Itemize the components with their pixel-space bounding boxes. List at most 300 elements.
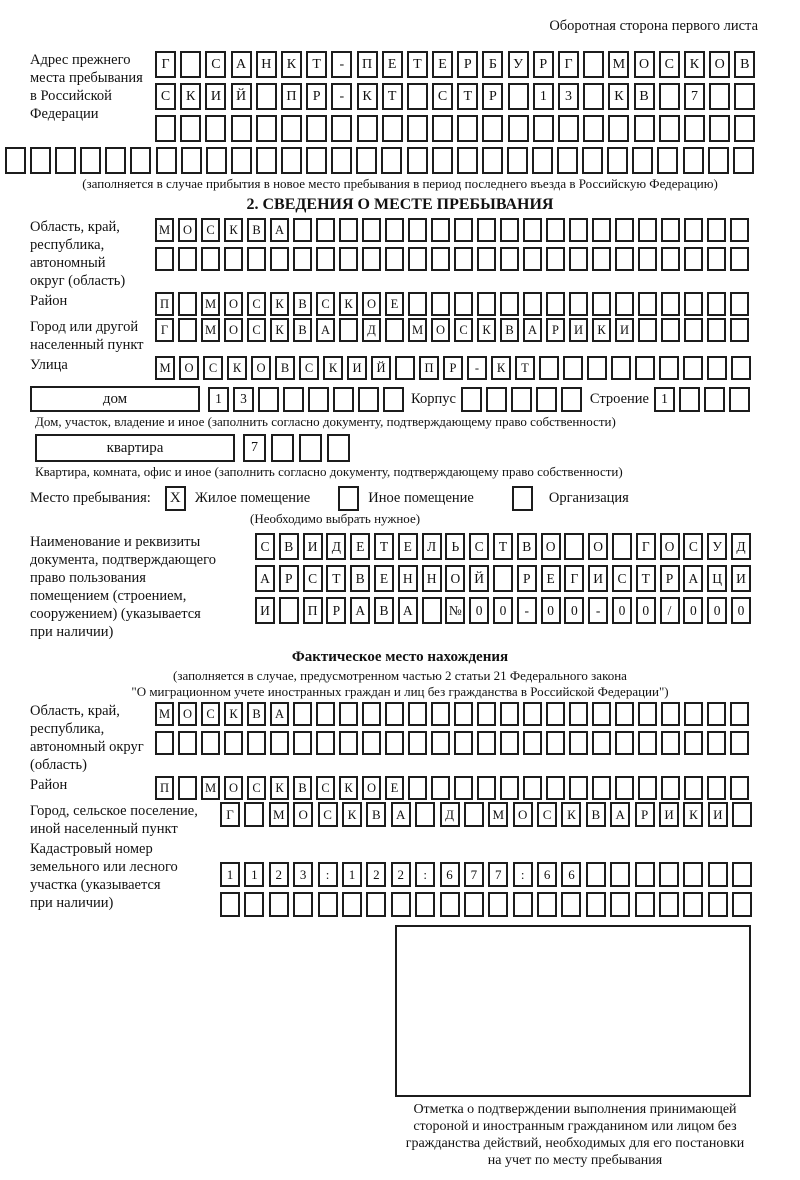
char-cell[interactable]: В [500,318,519,342]
char-cell[interactable] [511,387,532,412]
char-cell[interactable] [181,147,202,174]
char-cell[interactable] [730,318,749,342]
char-cell[interactable] [407,147,428,174]
char-cell[interactable] [431,776,450,800]
char-cell[interactable] [539,356,559,380]
char-cell[interactable] [583,115,604,142]
char-cell[interactable] [659,356,679,380]
char-cell[interactable] [415,892,435,917]
char-cell[interactable] [381,147,402,174]
char-cell[interactable]: С [247,292,266,316]
char-cell[interactable] [383,387,404,412]
char-cell[interactable] [635,356,655,380]
char-cell[interactable] [730,776,749,800]
char-cell[interactable] [454,218,473,242]
char-cell[interactable]: К [180,83,201,110]
char-cell[interactable] [546,247,565,271]
char-cell[interactable]: 2 [391,862,411,887]
char-cell[interactable]: К [357,83,378,110]
char-cell[interactable]: Г [155,51,176,78]
char-cell[interactable] [707,702,726,726]
char-cell[interactable]: М [608,51,629,78]
char-cell[interactable]: 1 [533,83,554,110]
char-cell[interactable] [362,247,381,271]
char-cell[interactable] [708,862,728,887]
char-cell[interactable]: Е [350,533,370,560]
char-cell[interactable] [477,702,496,726]
char-cell[interactable] [431,292,450,316]
char-cell[interactable] [523,702,542,726]
char-cell[interactable]: В [293,776,312,800]
char-cell[interactable]: К [339,776,358,800]
char-cell[interactable] [180,51,201,78]
char-cell[interactable]: М [269,802,289,827]
char-cell[interactable] [231,115,252,142]
char-cell[interactable] [270,247,289,271]
char-cell[interactable] [271,434,294,462]
char-cell[interactable] [454,731,473,755]
char-cell[interactable]: Г [220,802,240,827]
char-cell[interactable] [220,892,240,917]
char-cell[interactable] [632,147,653,174]
char-cell[interactable] [707,318,726,342]
char-cell[interactable]: В [247,218,266,242]
char-cell[interactable]: В [517,533,537,560]
char-cell[interactable]: Й [371,356,391,380]
char-cell[interactable]: М [201,776,220,800]
char-cell[interactable] [704,387,725,412]
char-cell[interactable]: 7 [243,434,266,462]
char-cell[interactable]: Р [279,565,299,592]
char-cell[interactable] [587,356,607,380]
char-cell[interactable] [730,702,749,726]
char-cell[interactable]: : [415,862,435,887]
char-cell[interactable] [130,147,151,174]
char-cell[interactable]: О [362,776,381,800]
char-cell[interactable] [615,247,634,271]
char-cell[interactable]: И [205,83,226,110]
char-cell[interactable]: П [155,292,174,316]
char-cell[interactable] [569,702,588,726]
char-cell[interactable]: Р [457,51,478,78]
char-cell[interactable] [730,292,749,316]
char-cell[interactable]: О [431,318,450,342]
char-cell[interactable]: С [247,318,266,342]
char-cell[interactable]: 2 [269,862,289,887]
char-cell[interactable] [80,147,101,174]
char-cell[interactable]: С [612,565,632,592]
char-cell[interactable]: О [293,802,313,827]
char-cell[interactable] [362,218,381,242]
char-cell[interactable]: 0 [636,597,656,624]
char-cell[interactable] [440,892,460,917]
char-cell[interactable] [366,892,386,917]
char-cell[interactable]: С [299,356,319,380]
char-cell[interactable]: Н [422,565,442,592]
char-cell[interactable] [464,802,484,827]
char-cell[interactable]: Р [546,318,565,342]
char-cell[interactable] [408,702,427,726]
char-cell[interactable] [615,731,634,755]
char-cell[interactable] [546,702,565,726]
residential-checkbox[interactable]: X [165,486,186,511]
char-cell[interactable] [269,892,289,917]
char-cell[interactable]: М [201,292,220,316]
char-cell[interactable] [523,731,542,755]
char-cell[interactable] [635,862,655,887]
char-cell[interactable]: С [303,565,323,592]
char-cell[interactable] [683,892,703,917]
char-cell[interactable]: Е [385,292,404,316]
char-cell[interactable] [586,892,606,917]
char-cell[interactable]: С [316,292,335,316]
char-cell[interactable] [281,147,302,174]
char-cell[interactable]: П [303,597,323,624]
char-cell[interactable] [638,292,657,316]
char-cell[interactable]: : [513,862,533,887]
char-cell[interactable] [55,147,76,174]
char-cell[interactable]: Е [374,565,394,592]
char-cell[interactable]: Т [457,83,478,110]
char-cell[interactable] [638,731,657,755]
char-cell[interactable] [709,83,730,110]
char-cell[interactable]: К [491,356,511,380]
char-cell[interactable] [592,731,611,755]
char-cell[interactable]: Й [231,83,252,110]
char-cell[interactable] [385,702,404,726]
char-cell[interactable] [507,147,528,174]
char-cell[interactable]: - [331,83,352,110]
char-cell[interactable] [513,892,533,917]
char-cell[interactable] [500,776,519,800]
char-cell[interactable] [659,892,679,917]
char-cell[interactable] [659,83,680,110]
char-cell[interactable] [729,387,750,412]
char-cell[interactable]: Т [326,565,346,592]
char-cell[interactable]: 6 [440,862,460,887]
char-cell[interactable]: 3 [558,83,579,110]
char-cell[interactable]: О [445,565,465,592]
char-cell[interactable] [684,318,703,342]
char-cell[interactable]: У [508,51,529,78]
char-cell[interactable]: С [537,802,557,827]
char-cell[interactable]: Г [564,565,584,592]
char-cell[interactable]: С [205,51,226,78]
char-cell[interactable]: М [155,356,175,380]
char-cell[interactable] [431,702,450,726]
char-cell[interactable] [407,83,428,110]
char-cell[interactable] [293,731,312,755]
char-cell[interactable]: А [231,51,252,78]
apartment-type-box[interactable]: квартира [35,434,235,462]
char-cell[interactable] [684,292,703,316]
char-cell[interactable] [546,776,565,800]
char-cell[interactable]: 0 [469,597,489,624]
char-cell[interactable] [333,387,354,412]
char-cell[interactable] [407,115,428,142]
char-cell[interactable]: 0 [493,597,513,624]
char-cell[interactable] [659,862,679,887]
char-cell[interactable]: 3 [293,862,313,887]
char-cell[interactable] [432,147,453,174]
char-cell[interactable]: 1 [654,387,675,412]
char-cell[interactable]: И [255,597,275,624]
char-cell[interactable] [684,218,703,242]
house-type-box[interactable]: дом [30,386,200,412]
char-cell[interactable]: Т [515,356,535,380]
char-cell[interactable]: К [339,292,358,316]
char-cell[interactable] [316,247,335,271]
char-cell[interactable]: В [247,702,266,726]
char-cell[interactable] [661,731,680,755]
char-cell[interactable]: С [318,802,338,827]
char-cell[interactable]: К [224,702,243,726]
char-cell[interactable]: К [270,292,289,316]
char-cell[interactable] [342,892,362,917]
char-cell[interactable] [732,862,752,887]
char-cell[interactable]: Е [382,51,403,78]
char-cell[interactable] [638,218,657,242]
char-cell[interactable] [561,387,582,412]
char-cell[interactable] [293,218,312,242]
char-cell[interactable]: Р [326,597,346,624]
char-cell[interactable]: М [488,802,508,827]
char-cell[interactable]: 1 [244,862,264,887]
char-cell[interactable]: С [203,356,223,380]
char-cell[interactable] [508,83,529,110]
char-cell[interactable]: В [293,318,312,342]
char-cell[interactable] [508,115,529,142]
char-cell[interactable] [592,702,611,726]
char-cell[interactable]: Л [422,533,442,560]
char-cell[interactable]: Ц [707,565,727,592]
char-cell[interactable] [293,247,312,271]
char-cell[interactable] [316,702,335,726]
char-cell[interactable]: В [279,533,299,560]
char-cell[interactable]: О [660,533,680,560]
char-cell[interactable] [431,247,450,271]
char-cell[interactable]: М [201,318,220,342]
char-cell[interactable]: Д [362,318,381,342]
char-cell[interactable]: С [155,83,176,110]
char-cell[interactable]: И [659,802,679,827]
char-cell[interactable] [178,247,197,271]
char-cell[interactable] [256,83,277,110]
char-cell[interactable] [582,147,603,174]
char-cell[interactable] [500,702,519,726]
char-cell[interactable] [661,776,680,800]
char-cell[interactable]: А [391,802,411,827]
char-cell[interactable]: Р [443,356,463,380]
char-cell[interactable]: О [588,533,608,560]
char-cell[interactable] [180,115,201,142]
char-cell[interactable] [464,892,484,917]
char-cell[interactable] [205,115,226,142]
char-cell[interactable] [299,434,322,462]
char-cell[interactable] [385,218,404,242]
char-cell[interactable] [231,147,252,174]
char-cell[interactable]: К [561,802,581,827]
char-cell[interactable] [683,147,704,174]
char-cell[interactable]: А [270,218,289,242]
char-cell[interactable] [178,776,197,800]
char-cell[interactable]: Г [636,533,656,560]
char-cell[interactable] [224,247,243,271]
char-cell[interactable]: О [224,318,243,342]
char-cell[interactable] [707,776,726,800]
char-cell[interactable]: Р [517,565,537,592]
char-cell[interactable]: С [201,702,220,726]
char-cell[interactable]: 7 [488,862,508,887]
char-cell[interactable] [523,776,542,800]
char-cell[interactable] [258,387,279,412]
char-cell[interactable]: Т [407,51,428,78]
char-cell[interactable] [105,147,126,174]
char-cell[interactable] [684,115,705,142]
char-cell[interactable]: 6 [561,862,581,887]
char-cell[interactable] [659,115,680,142]
char-cell[interactable] [431,731,450,755]
char-cell[interactable]: Р [635,802,655,827]
char-cell[interactable]: 1 [220,862,240,887]
organization-checkbox[interactable] [512,486,533,511]
char-cell[interactable] [533,115,554,142]
char-cell[interactable] [500,247,519,271]
char-cell[interactable]: А [270,702,289,726]
char-cell[interactable] [30,147,51,174]
char-cell[interactable]: И [303,533,323,560]
other-premises-checkbox[interactable] [338,486,359,511]
char-cell[interactable] [707,247,726,271]
char-cell[interactable]: Т [493,533,513,560]
char-cell[interactable]: 1 [208,387,229,412]
char-cell[interactable] [661,247,680,271]
char-cell[interactable]: Д [440,802,460,827]
char-cell[interactable]: О [251,356,271,380]
char-cell[interactable] [247,731,266,755]
char-cell[interactable]: 2 [366,862,386,887]
char-cell[interactable]: Р [533,51,554,78]
char-cell[interactable]: В [350,565,370,592]
char-cell[interactable] [731,356,751,380]
char-cell[interactable] [523,218,542,242]
char-cell[interactable] [362,702,381,726]
char-cell[interactable] [592,292,611,316]
char-cell[interactable] [638,247,657,271]
char-cell[interactable]: В [734,51,755,78]
char-cell[interactable]: В [634,83,655,110]
char-cell[interactable] [432,115,453,142]
char-cell[interactable] [339,318,358,342]
char-cell[interactable]: И [569,318,588,342]
char-cell[interactable]: - [517,597,537,624]
char-cell[interactable]: - [467,356,487,380]
char-cell[interactable] [482,147,503,174]
char-cell[interactable]: Н [398,565,418,592]
char-cell[interactable]: Т [382,83,403,110]
char-cell[interactable]: О [178,218,197,242]
char-cell[interactable] [362,731,381,755]
char-cell[interactable]: № [445,597,465,624]
char-cell[interactable]: С [454,318,473,342]
char-cell[interactable] [408,731,427,755]
char-cell[interactable] [306,147,327,174]
char-cell[interactable] [5,147,26,174]
char-cell[interactable] [178,731,197,755]
char-cell[interactable] [730,247,749,271]
char-cell[interactable]: П [357,51,378,78]
char-cell[interactable] [708,892,728,917]
char-cell[interactable]: В [586,802,606,827]
char-cell[interactable] [385,731,404,755]
char-cell[interactable]: С [432,83,453,110]
char-cell[interactable]: Д [326,533,346,560]
char-cell[interactable]: А [350,597,370,624]
char-cell[interactable] [431,218,450,242]
char-cell[interactable] [546,292,565,316]
char-cell[interactable] [523,247,542,271]
char-cell[interactable] [634,115,655,142]
char-cell[interactable]: О [362,292,381,316]
char-cell[interactable]: 7 [464,862,484,887]
char-cell[interactable] [488,892,508,917]
char-cell[interactable] [279,597,299,624]
char-cell[interactable]: В [275,356,295,380]
char-cell[interactable] [546,731,565,755]
char-cell[interactable] [679,387,700,412]
char-cell[interactable]: 6 [537,862,557,887]
char-cell[interactable] [283,387,304,412]
char-cell[interactable] [477,247,496,271]
char-cell[interactable] [684,731,703,755]
char-cell[interactable]: Т [374,533,394,560]
char-cell[interactable] [523,292,542,316]
char-cell[interactable] [661,218,680,242]
char-cell[interactable] [477,218,496,242]
char-cell[interactable] [586,862,606,887]
char-cell[interactable] [611,356,631,380]
char-cell[interactable]: 3 [233,387,254,412]
char-cell[interactable]: - [588,597,608,624]
char-cell[interactable] [358,387,379,412]
char-cell[interactable] [477,731,496,755]
char-cell[interactable] [657,147,678,174]
char-cell[interactable]: П [155,776,174,800]
char-cell[interactable]: 0 [707,597,727,624]
char-cell[interactable] [178,292,197,316]
char-cell[interactable]: С [469,533,489,560]
char-cell[interactable]: К [323,356,343,380]
char-cell[interactable] [734,83,755,110]
char-cell[interactable] [339,702,358,726]
char-cell[interactable] [532,147,553,174]
char-cell[interactable] [201,247,220,271]
char-cell[interactable]: 0 [564,597,584,624]
char-cell[interactable] [493,565,513,592]
char-cell[interactable] [500,218,519,242]
char-cell[interactable]: Г [155,318,174,342]
char-cell[interactable] [318,892,338,917]
char-cell[interactable] [486,387,507,412]
char-cell[interactable]: А [683,565,703,592]
char-cell[interactable] [732,892,752,917]
char-cell[interactable]: К [592,318,611,342]
char-cell[interactable] [635,892,655,917]
char-cell[interactable] [457,115,478,142]
char-cell[interactable] [557,147,578,174]
char-cell[interactable] [306,115,327,142]
char-cell[interactable]: 0 [731,597,751,624]
